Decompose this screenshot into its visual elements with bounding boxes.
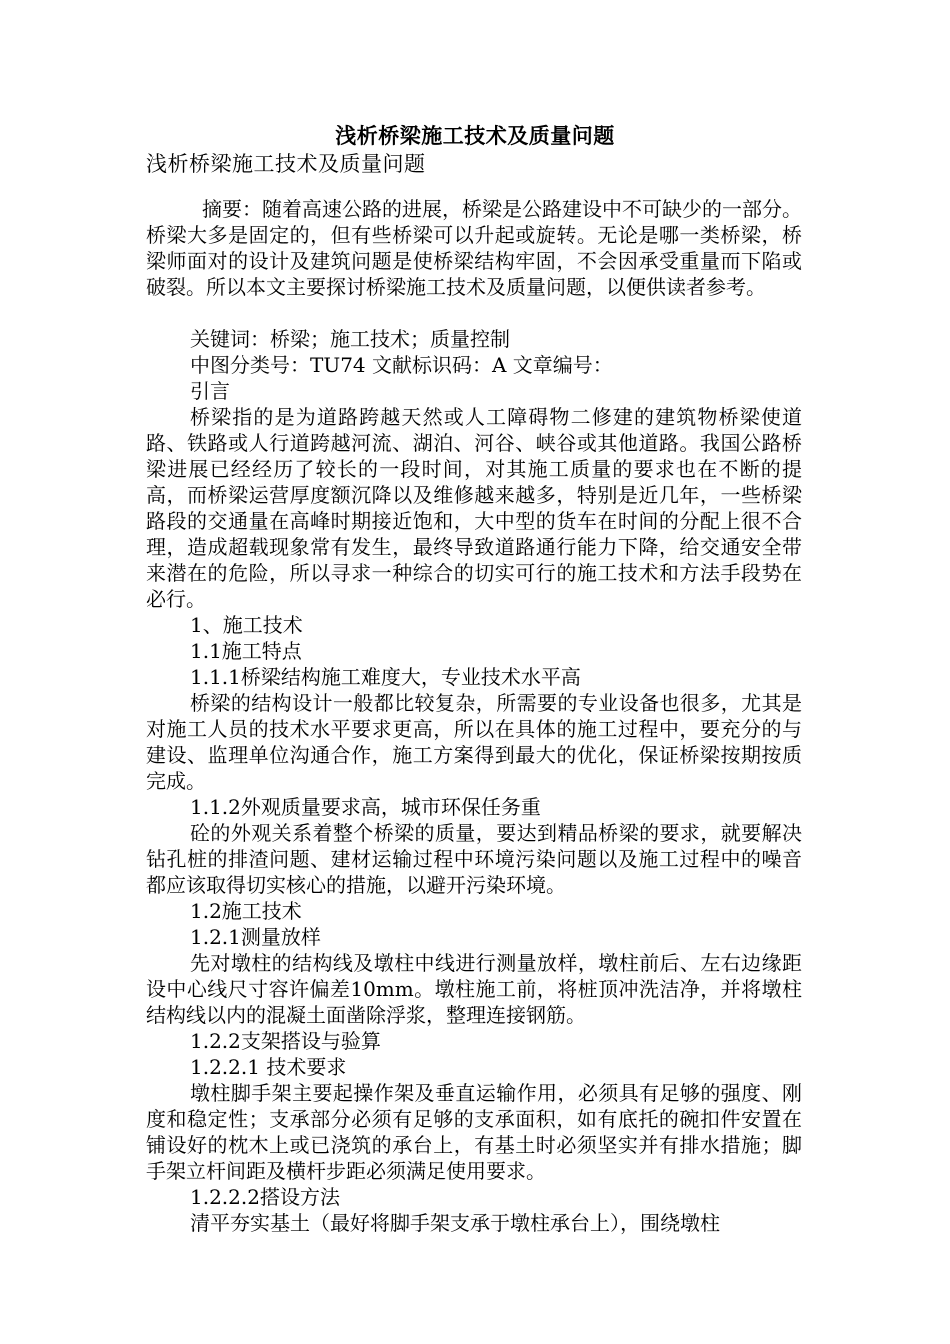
- classification-line: 中图分类号：TU74 文献标识码：A 文章编号：: [190, 353, 613, 377]
- section-heading-1-2-1: 1.2.1测量放样: [190, 925, 321, 949]
- section-heading-1: 1、施工技术: [190, 613, 303, 637]
- intro-heading: 引言: [190, 379, 230, 403]
- document-title: 浅析桥梁施工技术及质量问题: [335, 123, 615, 148]
- abstract-paragraph: 摘要：随着高速公路的进展，桥梁是公路建设中不可缺少的一部分。桥梁大多是固定的，但有些桥梁可以升起或旋转。无论是哪一类桥梁，桥梁师面对的设计及建筑问题是使桥梁结构牢固，不会因承受重量而下陷或破裂。所以本文主要探讨桥梁施工技术及质量问题，以便供读者参考。: [146, 197, 802, 299]
- section-heading-1-2-2: 1.2.2支架搭设与验算: [190, 1029, 381, 1053]
- document-subtitle: 浅析桥梁施工技术及质量问题: [146, 152, 426, 176]
- section-heading-1-1-1: 1.1.1桥梁结构施工难度大，专业技术水平高: [190, 665, 581, 689]
- keywords-line: 关键词：桥梁；施工技术；质量控制: [190, 327, 510, 351]
- section-heading-1-2-2-1: 1.2.2.1 技术要求: [190, 1055, 347, 1079]
- section-heading-1-2-2-2: 1.2.2.2搭设方法: [190, 1185, 340, 1209]
- paragraph-1-2-2-2: 清平夯实基土（最好将脚手架支承于墩柱承台上），围绕墩柱: [190, 1211, 720, 1235]
- section-heading-1-1: 1.1施工特点: [190, 639, 302, 663]
- paragraph-1-1-2: 砼的外观关系着整个桥梁的质量，要达到精品桥梁的要求，就要解决钻孔桩的排渣问题、建材运输过程中环境污染问题以及施工过程中的噪音都应该取得切实核心的措施，以避开污染环境。: [146, 821, 802, 897]
- document-body: [146, 196, 802, 1236]
- intro-paragraph: 桥梁指的是为道路跨越天然或人工障碍物二修建的建筑物桥梁使道路、铁路或人行道跨越河流、湖泊、河谷、峡谷或其他道路。我国公路桥梁进展已经经历了较长的一段时间，对其施工质量的要求也在不断的提高，而桥梁运营厚度额沉降以及维修越来越多，特别是近几年，一些桥梁路段的交通量在高峰时期接近饱和，大中型的货车在时间的分配上很不合理，造成超载现象常有发生，最终导致道路通行能力下降，给交通安全带来潜在的危险，所以寻求一种综合的切实可行的施工技术和方法手段势在必行。: [146, 405, 802, 611]
- section-heading-1-1-2: 1.1.2外观质量要求高，城市环保任务重: [190, 795, 541, 819]
- section-heading-1-2: 1.2施工技术: [190, 899, 302, 923]
- paragraph-1-2-2-1: 墩柱脚手架主要起操作架及垂直运输作用，必须具有足够的强度、刚度和稳定性；支承部分必须有足够的支承面积，如有底托的碗扣件安置在铺设好的枕木上或已浇筑的承台上，有基土时必须坚实并有排水措施；脚手架立杆间距及横杆步距必须满足使用要求。: [146, 1081, 802, 1183]
- paragraph-1-1-1: 桥梁的结构设计一般都比较复杂，所需要的专业设备也很多，尤其是对施工人员的技术水平要求更高，所以在具体的施工过程中，要充分的与建设、监理单位沟通合作，施工方案得到最大的优化，保证桥梁按期按质完成。: [146, 691, 802, 793]
- paragraph-1-2-1: 先对墩柱的结构线及墩柱中线进行测量放样，墩柱前后、左右边缘距设中心线尺寸容许偏差10mm。墩柱施工前，将桩顶冲洗洁净，并将墩柱结构线以内的混凝土面凿除浮浆，整理连接钢筋。: [146, 951, 802, 1027]
